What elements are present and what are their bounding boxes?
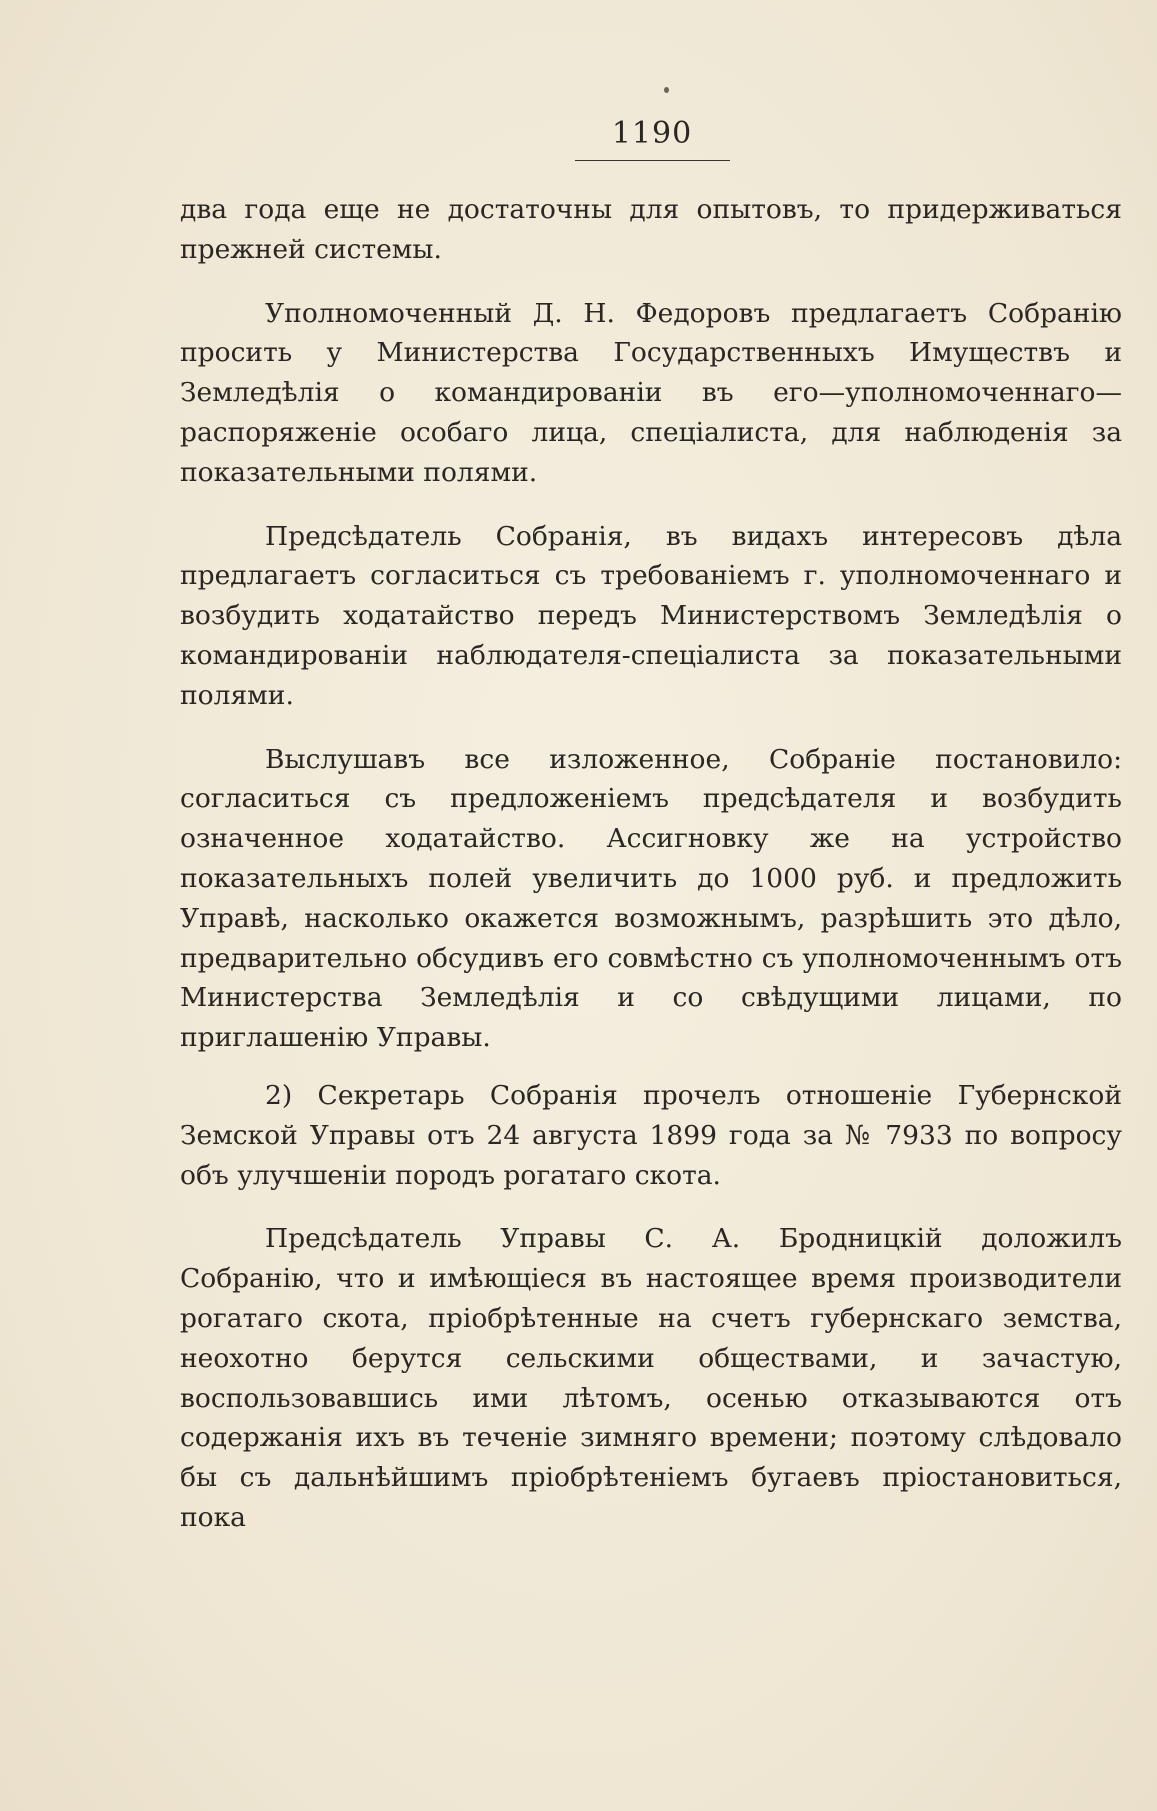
paragraph-brodnitsky-report: Предсѣдатель Управы С. А. Бродницкій доложилъ Собранію, что и имѣющіеся въ настоящее время производители рогатаго скота, пріобрѣтенные на счетъ губернскаго земства, неохотно берутся сельскими обществами, и зачастую, воспользовавшись ими лѣтомъ, осенью отказываются отъ содержанія ихъ въ теченіе зимняго времени; поэтому слѣдовало бы съ дальнѣйшимъ пріобрѣтеніемъ бугаевъ пріостановиться, пока <box>180 1223 1122 1533</box>
paragraph-resolution: Выслушавъ все изложенное, Собраніе постановило: согласиться съ предложеніемъ предсѣдателя и возбудить означенное ходатайство. Ассигновку же на устройство показательныхъ полей увеличить до 1000 руб. и предложить Управѣ, насколько окажется возможнымъ, разрѣшить это дѣло, предварительно обсудивъ его совмѣстно съ уполномоченнымъ отъ Министерства Земледѣлія и со свѣдущими лицами, по приглашенію Управы. <box>180 743 1122 1054</box>
page-number: 1190 <box>611 116 693 151</box>
paragraph-chairman-proposal: Предсѣдатель Собранія, въ видахъ интересовъ дѣла предлагаетъ согласиться съ требованіемъ г. уполномоченнаго и возбудить ходатайство передъ Министерствомъ Земледѣлія о командированіи наблюдателя-спеціалиста за показательными полями. <box>180 520 1122 711</box>
paragraph-continuation: два года еще не достаточны для опытовъ, то придерживаться прежней системы. <box>180 194 1122 265</box>
paragraph-item-2: 2) Секретарь Собранія прочелъ отношеніе Губернской Земской Управы отъ 24 августа 1899 года за № 7933 по вопросу объ улучшеніи породъ рогатаго скота. <box>180 1079 1122 1191</box>
body-text <box>180 190 1122 1538</box>
paragraph-fedorov-proposal: Уполномоченный Д. Н. Федоровъ предлагаетъ Собранію просить у Министерства Государственныхъ Имуществъ и Земледѣлія о командированіи въ его—уполномоченнаго—распоряженіе особаго лица, спеціалиста, для наблюденія за показательными полями. <box>180 297 1122 488</box>
ink-speck <box>664 87 669 93</box>
header-rule <box>575 160 730 161</box>
